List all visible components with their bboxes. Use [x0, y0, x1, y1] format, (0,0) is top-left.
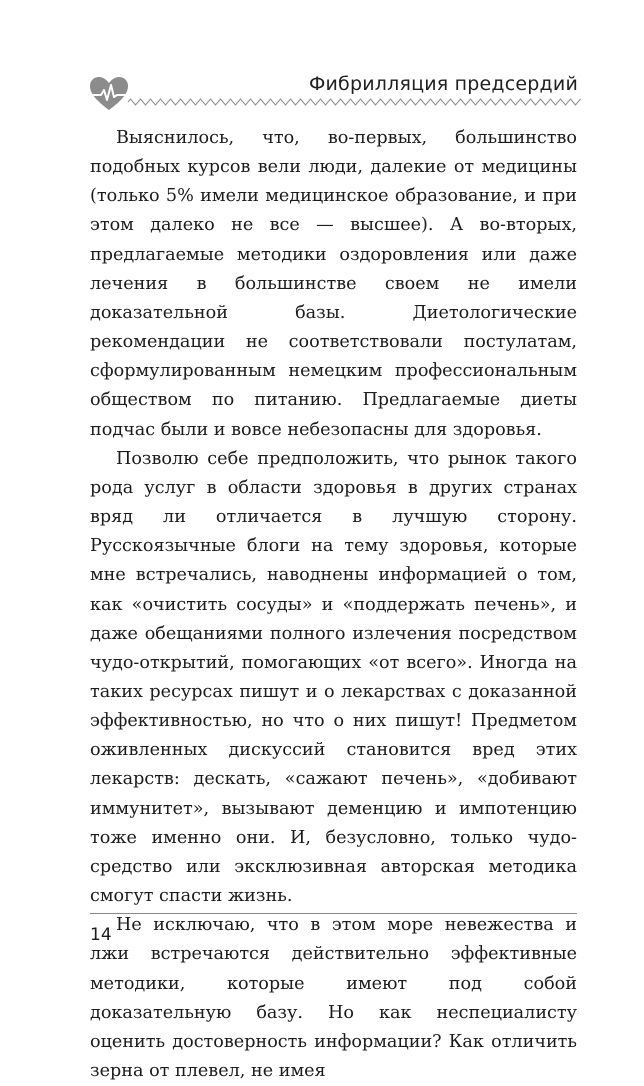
page-body: [90, 124, 577, 1086]
footer-divider: [90, 913, 577, 914]
header-wave-rule: [128, 96, 580, 108]
heart-pulse-icon: [89, 76, 129, 112]
paragraph: Выяснилось, что, во-первых, большинство подобных курсов вели люди, далекие от медицины (только 5% имели медицинское образование, и при этом далеко не все — высшее). А во-вторых, предлагаемые методики оздоровления или даже лечения в большинстве своем не имели доказательной базы. Диетологические рекомендации не соответствовали постулатам, сформулированным немецким профессиональным обществом по питанию. Предлагаемые диеты подчас были и вовсе небезопасны для здоровья.: [90, 128, 577, 440]
page-number: 14: [90, 925, 112, 945]
paragraph: Не исключаю, что в этом море невежества и лжи встречаются действительно эффективные методики, которые имеют под собой доказательную базу. Но как неспециалисту оценить достоверность информации? Как отличить зерна от плевел, не имея: [90, 915, 577, 1081]
running-header: [0, 0, 644, 120]
running-title: Фибрилляция предсердий: [308, 73, 578, 95]
paragraph: Позволю себе предположить, что рынок такого рода услуг в области здоровья в других странах вряд ли отличается в лучшую сторону. Русскоязычные блоги на тему здоровья, которые мне встречались, наводнены информацией о том, как «очистить сосуды» и «поддержать печень», и даже обещаниями полного излечения посредством чудо-открытий, помогающих «от всего». Иногда на таких ресурсах пишут и о лекарствах с доказанной эффективностью, но что о них пишут! Предметом оживленных дискуссий становится вред этих лекарств: дескать, «сажают печень», «добивают иммунитет», вызывают деменцию и импотенцию тоже именно они. И, безусловно, только чудо-средство или эксклюзивная авторская методика смогут спасти жизнь.: [90, 448, 577, 907]
